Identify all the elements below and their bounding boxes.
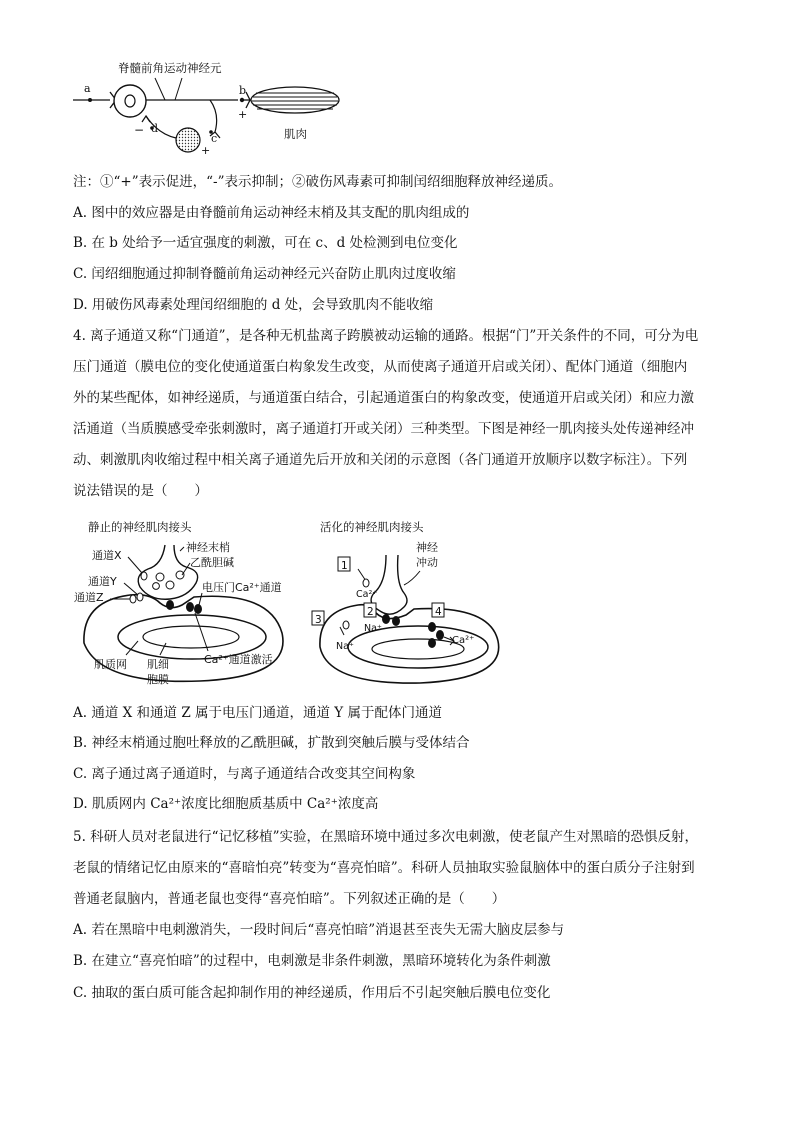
q4-stem-line-2: 压门通道（膜电位的变化使通道蛋白构象发生改变，从而使离子通道开启或关闭）、配体门通道（细胞内: [73, 359, 688, 375]
q5-option-c[interactable]: C. 抽取的蛋白质可能含起抑制作用的神经递质，作用后不引起突触后膜电位变化: [73, 985, 551, 1001]
resting-title: 静止的神经肌肉接头: [88, 520, 192, 534]
renshaw-cell: [176, 128, 200, 152]
minus-d: −: [134, 123, 145, 137]
channel-number-1-text: 1: [341, 560, 348, 572]
q3-option-c[interactable]: C. 闰绍细胞通过抑制脊髓前角运动神经元兴奋防止肌肉过度收缩: [73, 266, 456, 282]
channel-y-label: 通道Y: [88, 575, 117, 588]
q5-stem-line-2: 老鼠的情绪记忆由原来的“喜暗怕亮”转变为“喜亮怕暗”。科研人员抽取实验鼠脑体中的蛋白质分子注射到: [73, 860, 695, 876]
na-ion-label-2: Na⁺: [336, 641, 354, 652]
q3-option-b[interactable]: B. 在 b 处给予一适宜强度的刺激，可在 c、d 处检测到电位变化: [73, 235, 458, 251]
q4-option-b[interactable]: B. 神经末梢通过胞吐释放的乙酰胆碱，扩散到突触后膜与受体结合: [73, 735, 470, 751]
label-b: b: [239, 84, 247, 97]
channel-number-3-text: 3: [315, 614, 322, 626]
label-a: a: [84, 82, 91, 95]
ca-activation-label: Ca²⁺通道激活: [204, 653, 273, 666]
plus-b: +: [238, 108, 248, 121]
q4-stem-line-5: 动、刺激肌肉收缩过程中相关离子通道先后开放和关闭的示意图（各门通道开放顺序以数字标注）。下列: [73, 452, 688, 468]
q5-stem-line-1: 5. 科研人员对老鼠进行“记忆移植”实验，在黑暗环境中通过多次电刺激，使老鼠产生对黑暗的恐惧反射，: [73, 829, 698, 845]
note-text: 注：①“+”表示促进，“-”表示抑制；②破伤风毒素可抑制闰绍细胞释放神经递质。: [73, 174, 562, 190]
plus-c: +: [201, 144, 211, 157]
motor-neuron-label: 脊髓前角运动神经元: [118, 61, 222, 75]
nerve-terminal-label: 神经末梢: [186, 541, 230, 554]
channel-z-label: 通道Z: [74, 591, 104, 604]
na-ion-label-1: Na⁺: [364, 623, 382, 634]
channel-x-label: 通道X: [92, 549, 122, 562]
q3-option-a[interactable]: A. 图中的效应器是由脊髓前角运动神经末梢及其支配的肌肉组成的: [73, 205, 470, 221]
nerve-impulse-label-1: 神经: [416, 541, 438, 554]
q5-option-a[interactable]: A. 若在黑暗中电刺激消失，一段时间后“喜亮怕暗”消退甚至丧失无需大脑皮层参与: [73, 922, 565, 938]
q5-option-b[interactable]: B. 在建立“喜亮怕暗”的过程中，电刺激是非条件刺激，黑暗环境转化为条件刺激: [73, 953, 551, 969]
reflex-arc-diagram: [70, 58, 360, 158]
q4-option-c[interactable]: C. 离子通过离子通道时，与离子通道结合改变其空间构象: [73, 766, 416, 782]
q5-stem-line-3: 普通老鼠脑内，普通老鼠也变得“喜亮怕暗”。下列叙述正确的是（ ）: [73, 891, 506, 907]
q4-stem-line-6: 说法错误的是（ ）: [73, 483, 208, 499]
q4-stem-line-3: 外的某些配体，如神经递质，与通道蛋白结合，引起通道蛋白的构象改变，使通道开启或关闭）和应力激: [73, 390, 694, 406]
q4-stem-line-4: 活通道（当质膜感受牵张刺激时，离子通道打开或关闭）三种类型。下图是神经一肌肉接头处传递神经冲: [73, 421, 694, 437]
ca-ion-label-1: Ca²⁺: [356, 589, 378, 600]
activated-title: 活化的神经肌肉接头: [320, 520, 424, 534]
q4-stem-line-1: 4. 离子通道又称“门通道”，是各种无机盐离子跨膜被动运输的通路。根据“门”开关条件的不同，可分为电: [73, 328, 699, 344]
ach-label: 乙酰胆碱: [190, 556, 234, 569]
voltage-ca-label: 电压门Ca²⁺通道: [202, 581, 282, 594]
activated-junction-diagram: [300, 515, 510, 690]
muscle-label: 肌肉: [284, 127, 307, 141]
channel-number-4-text: 4: [435, 606, 442, 618]
label-d: d: [151, 122, 159, 135]
q3-option-d[interactable]: D. 用破伤风毒素处理闰绍细胞的 d 处，会导致肌肉不能收缩: [73, 297, 434, 313]
sr-label: 肌质网: [94, 658, 127, 671]
channel-number-2-text: 2: [367, 606, 374, 618]
q4-option-a[interactable]: A. 通道 X 和通道 Z 属于电压门通道，通道 Y 属于配体门通道: [73, 705, 442, 721]
resting-junction-diagram: [70, 515, 300, 690]
label-c: c: [211, 132, 218, 145]
sarcolemma-label-2: 胞膜: [147, 673, 169, 686]
q4-option-d[interactable]: D. 肌质网内 Ca²⁺浓度比细胞质基质中 Ca²⁺浓度高: [73, 796, 379, 812]
sarcolemma-label-1: 肌细: [147, 658, 169, 671]
ca-ion-label-2: Ca²⁺: [452, 635, 475, 646]
nerve-impulse-label-2: 冲动: [416, 556, 438, 569]
